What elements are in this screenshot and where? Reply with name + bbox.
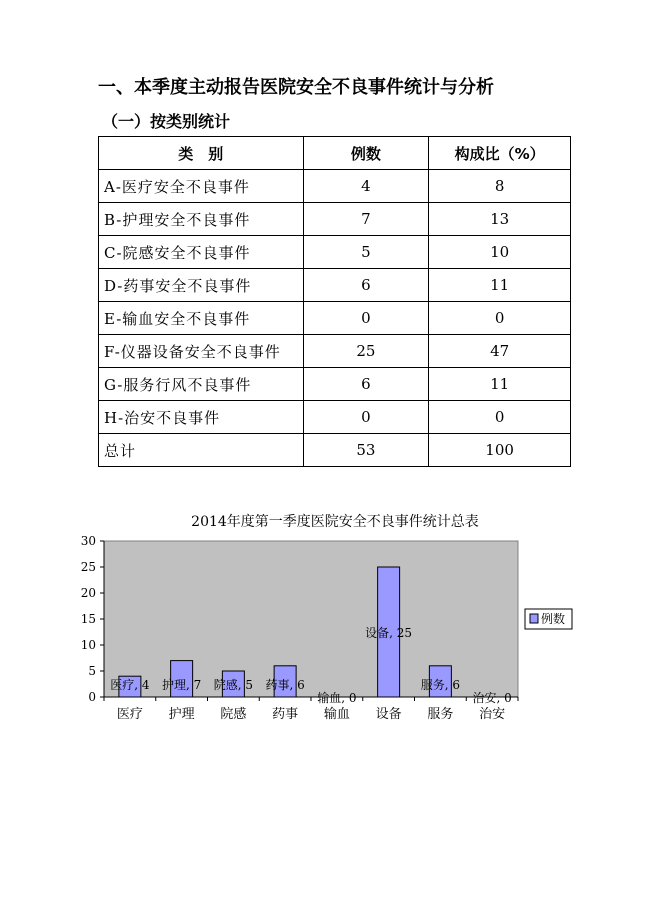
- header-category: 类 别: [99, 137, 304, 170]
- x-tick-label: 治安: [479, 707, 506, 722]
- table-row: [99, 401, 571, 434]
- row-category-cell: G-服务行风不良事件: [99, 368, 304, 401]
- x-tick-label: 药事: [272, 707, 299, 722]
- row-count-cell: 5: [303, 236, 429, 269]
- x-tick-label: 输血: [323, 707, 350, 722]
- data-label: 治安, 0: [472, 691, 512, 705]
- table-row: [99, 302, 571, 335]
- legend-swatch: [530, 614, 538, 623]
- row-count-cell: 53: [303, 434, 429, 467]
- row-category-cell: D-药事安全不良事件: [99, 269, 304, 302]
- plot-area: [104, 541, 518, 697]
- x-tick-label: 护理: [168, 707, 195, 722]
- row-category-cell: A-医疗安全不良事件: [99, 170, 304, 203]
- row-count-cell: 0: [303, 401, 429, 434]
- table-row: [99, 236, 571, 269]
- row-ratio-cell: 8: [429, 170, 571, 203]
- x-tick-label: 院感: [220, 707, 247, 722]
- table-row: [99, 335, 571, 368]
- row-count-cell: 4: [303, 170, 429, 203]
- data-label: 药事, 6: [265, 678, 305, 692]
- row-count-cell: 6: [303, 269, 429, 302]
- row-ratio-cell: 0: [429, 302, 571, 335]
- y-tick-label: 25: [80, 560, 96, 574]
- section-heading: 一、本季度主动报告医院安全不良事件统计与分析: [98, 77, 494, 98]
- event-bar-chart: [0, 500, 650, 740]
- data-label: 护理, 7: [161, 678, 202, 692]
- y-tick-label: 30: [80, 534, 96, 548]
- header-ratio: 构成比（%）: [429, 137, 571, 170]
- subsection-heading: （一）按类别统计: [102, 112, 231, 131]
- row-category-cell: 总计: [99, 434, 304, 467]
- row-category-cell: C-院感安全不良事件: [99, 236, 304, 269]
- table-row: [99, 269, 571, 302]
- data-label: 设备, 25: [365, 626, 413, 640]
- data-label: 医疗, 4: [110, 678, 150, 692]
- row-category-cell: B-护理安全不良事件: [99, 203, 304, 236]
- y-tick-label: 5: [88, 664, 96, 678]
- legend-label: 例数: [541, 612, 566, 626]
- x-tick-label: 医疗: [116, 707, 143, 722]
- row-count-cell: 0: [303, 302, 429, 335]
- row-ratio-cell: 100: [429, 434, 571, 467]
- row-category-cell: H-治安不良事件: [99, 401, 304, 434]
- table-header-row: [99, 137, 571, 170]
- y-tick-label: 20: [80, 586, 96, 600]
- row-count-cell: 7: [303, 203, 429, 236]
- table-row: [99, 203, 571, 236]
- header-count: 例数: [303, 137, 429, 170]
- row-ratio-cell: 11: [429, 269, 571, 302]
- row-count-cell: 6: [303, 368, 429, 401]
- data-label: 服务, 6: [420, 678, 461, 692]
- y-tick-label: 0: [88, 690, 96, 704]
- row-ratio-cell: 47: [429, 335, 571, 368]
- table-row: [99, 170, 571, 203]
- x-tick-label: 服务: [427, 707, 454, 722]
- table-row: [99, 434, 571, 467]
- y-tick-label: 15: [80, 612, 96, 626]
- row-ratio-cell: 0: [429, 401, 571, 434]
- row-ratio-cell: 13: [429, 203, 571, 236]
- y-tick-label: 10: [80, 638, 96, 652]
- row-ratio-cell: 10: [429, 236, 571, 269]
- row-count-cell: 25: [303, 335, 429, 368]
- row-category-cell: E-输血安全不良事件: [99, 302, 304, 335]
- data-label: 输血, 0: [317, 691, 357, 705]
- row-category-cell: F-仪器设备安全不良事件: [99, 335, 304, 368]
- x-tick-label: 设备: [375, 707, 402, 722]
- table-row: [99, 368, 571, 401]
- row-ratio-cell: 11: [429, 368, 571, 401]
- data-label: 院感, 5: [213, 678, 254, 692]
- chart-title: 2014年度第一季度医院安全不良事件统计总表: [191, 514, 479, 530]
- category-stats-table: [98, 136, 571, 467]
